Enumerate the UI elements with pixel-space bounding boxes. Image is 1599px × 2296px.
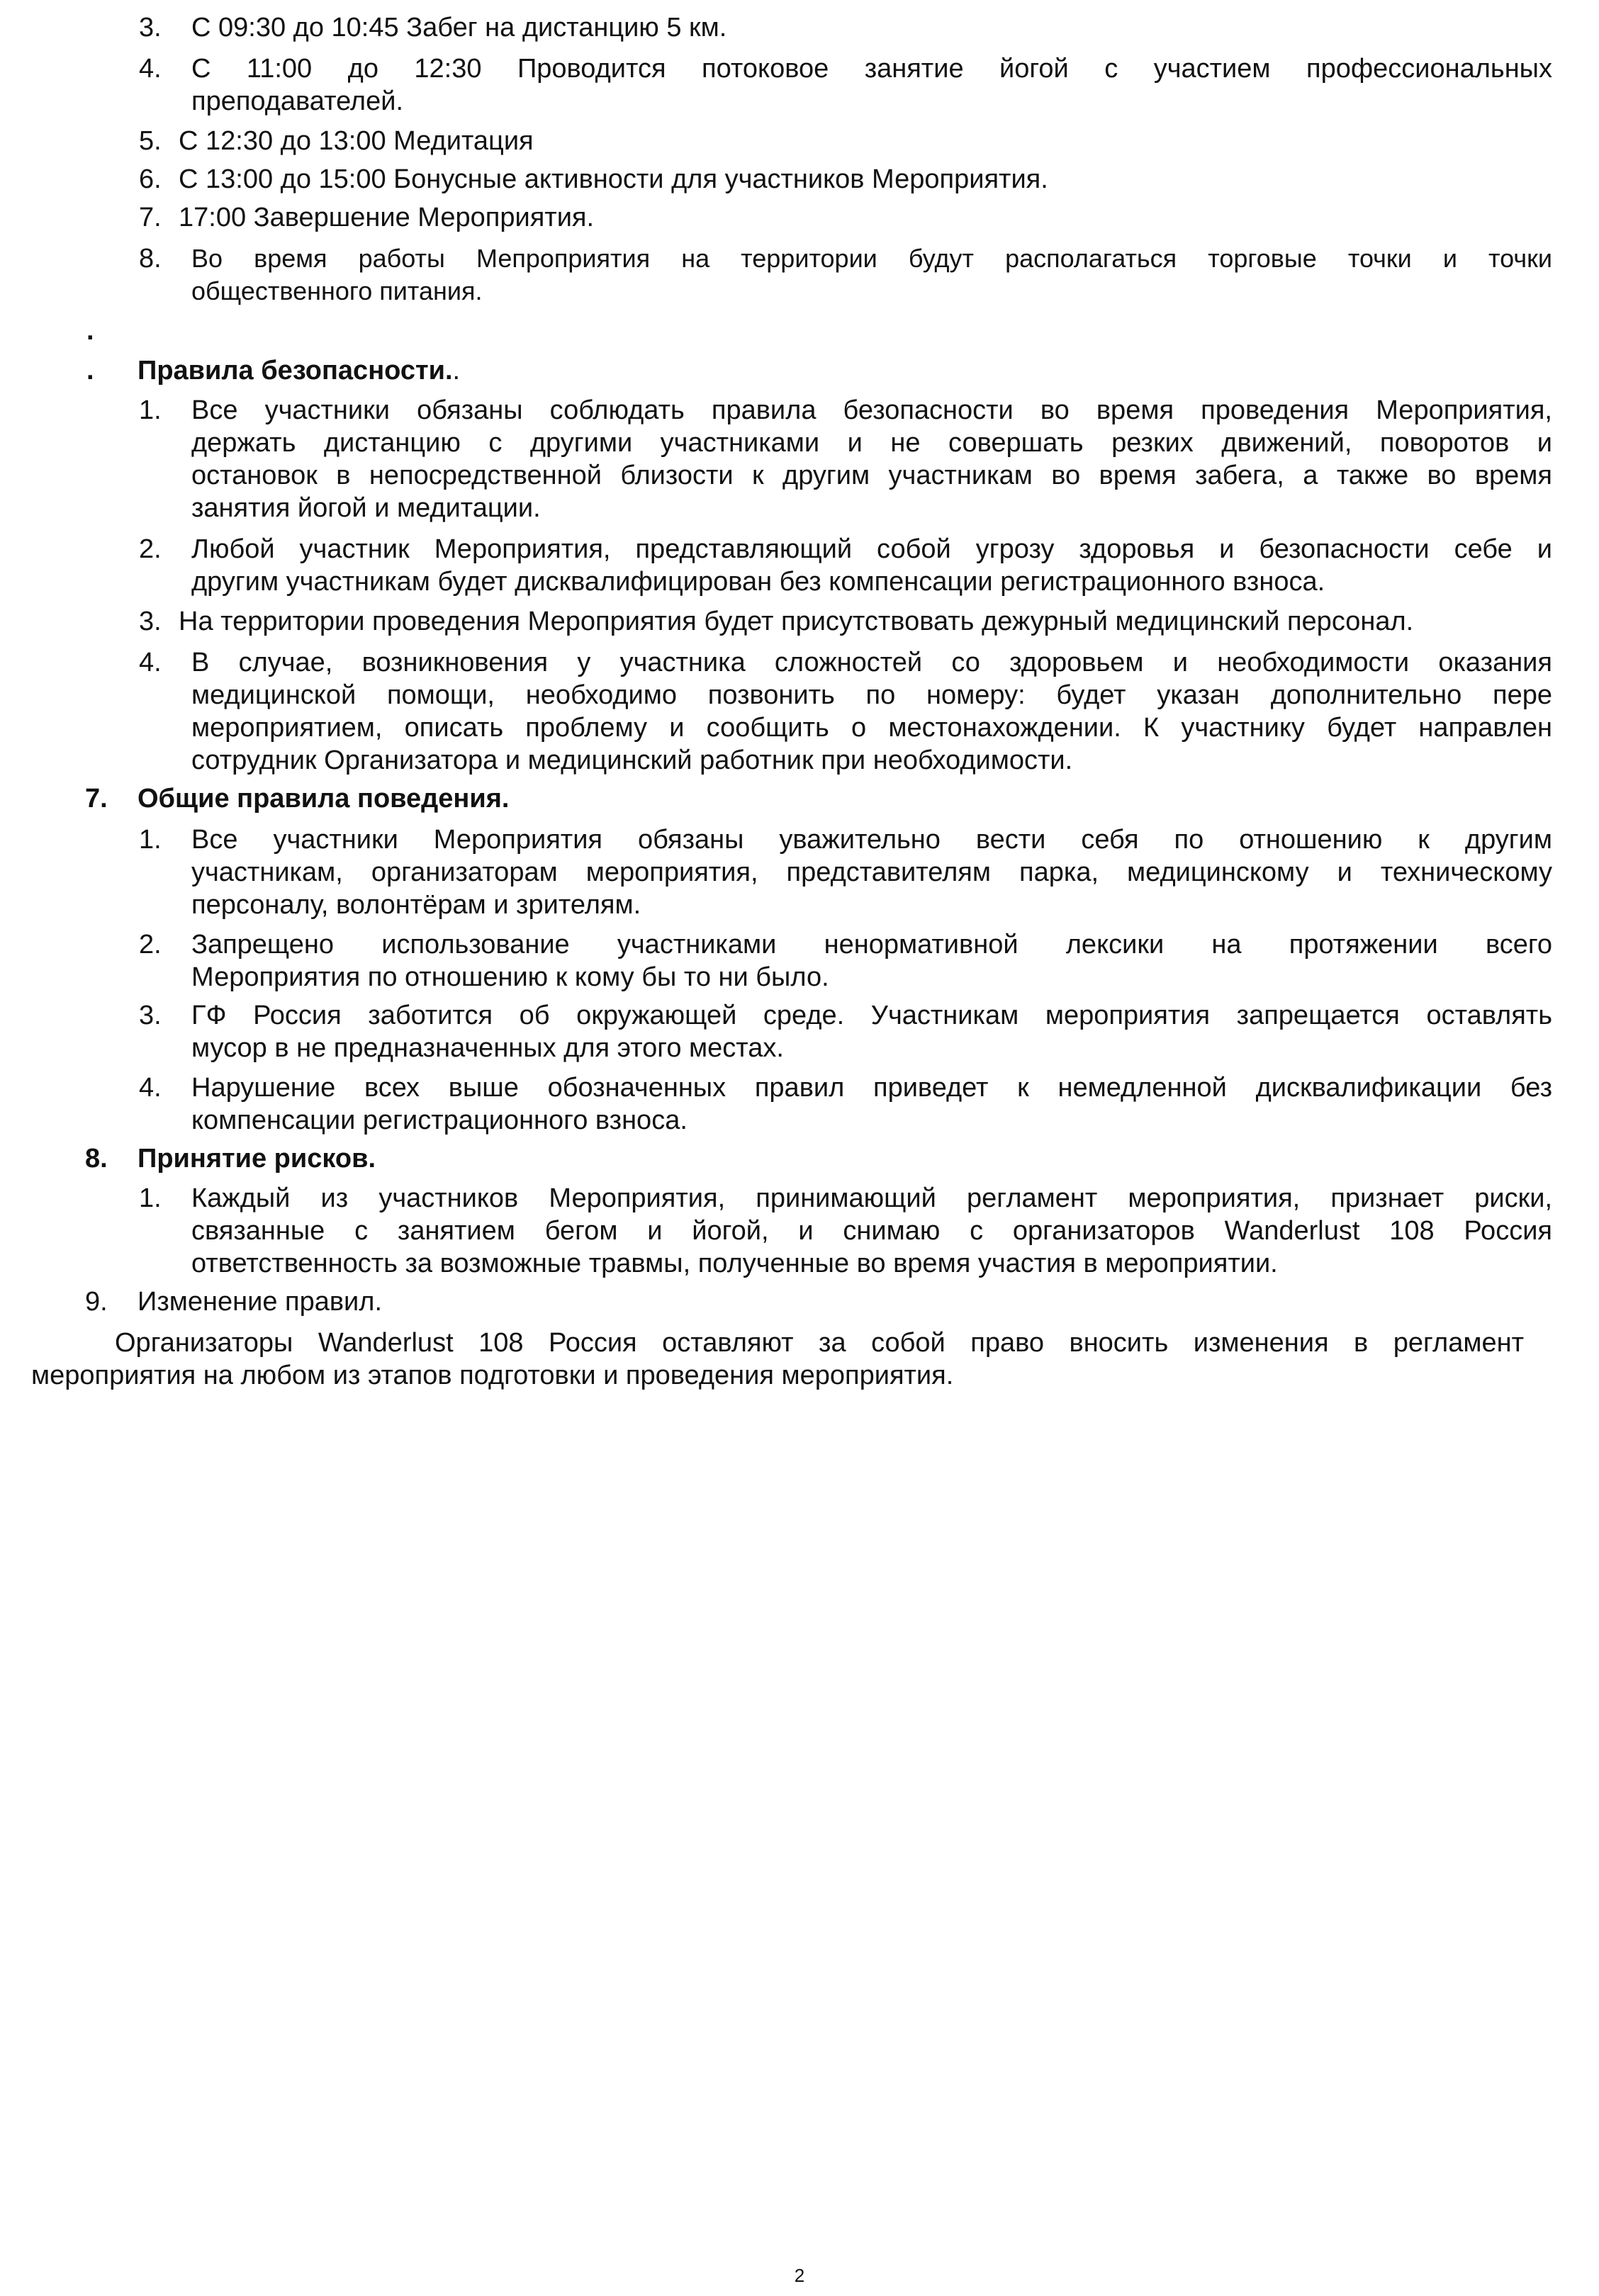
list-item-line: В случае, возникновения у участника сложностей со здоровьем и необходимости оказания	[191, 648, 1552, 677]
stray-dot: .	[86, 316, 94, 346]
list-item-line: Все участники Мероприятия обязаны уважительно вести себя по отношению к другим	[191, 825, 1552, 855]
list-number: 1.	[139, 1183, 162, 1213]
list-number: 7.	[139, 203, 162, 232]
list-number: 8.	[139, 244, 162, 274]
list-item-line: ГФ Россия заботится об окружающей среде. Участникам мероприятия запрещается оставлять	[191, 1001, 1552, 1030]
section-number: 7.	[85, 784, 108, 814]
list-number: 4.	[139, 648, 162, 677]
list-item-line: Мероприятия по отношению к кому бы то ни было.	[191, 962, 829, 992]
list-item-line: С 11:00 до 12:30 Проводится потоковое занятие йогой с участием профессиональных	[191, 54, 1552, 84]
list-number: 5.	[139, 126, 162, 156]
list-item-line: мусор в не предназначенных для этого местах.	[191, 1033, 784, 1063]
list-item-line: мероприятием, описать проблему и сообщить о местонахождении. К участнику будет направлен	[191, 713, 1552, 743]
section-title: Принятие рисков.	[138, 1144, 376, 1174]
list-number: 2.	[139, 534, 162, 564]
section-number: 9.	[85, 1287, 108, 1317]
list-number: 3.	[139, 607, 162, 636]
list-item-line: Запрещено использование участниками ненормативной лексики на протяжении всего	[191, 930, 1552, 960]
list-item-line: Нарушение всех выше обозначенных правил приведет к немедленной дисквалификации без	[191, 1073, 1552, 1103]
section-heading	[138, 354, 460, 387]
list-item-line: персоналу, волонтёрам и зрителям.	[191, 890, 641, 920]
list-item-line: сотрудник Организатора и медицинский работник при необходимости.	[191, 745, 1073, 775]
list-number: 4.	[139, 1073, 162, 1103]
list-item-line: Каждый из участников Мероприятия, принимающий регламент мероприятия, признает риски,	[191, 1183, 1552, 1213]
list-number: 1.	[139, 395, 162, 425]
list-item-line: связанные с занятием бегом и йогой, и снимаю с организаторов Wanderlust 108 Россия	[191, 1216, 1552, 1246]
list-item-line: общественного питания.	[191, 276, 483, 305]
list-number: 2.	[139, 930, 162, 960]
section-number: 8.	[85, 1144, 108, 1174]
list-item-line: С 12:30 до 13:00 Медитация	[179, 126, 534, 156]
list-item-line: С 09:30 до 10:45 Забег на дистанцию 5 км.	[191, 13, 727, 43]
list-item-line: Во время работы Мепроприятия на территории будут располагаться торговые точки и точки	[191, 244, 1552, 273]
list-number: 6.	[139, 164, 162, 194]
list-item-line: С 13:00 до 15:00 Бонусные активности для участников Мероприятия.	[179, 164, 1048, 194]
section-title-suffix: .	[452, 356, 461, 386]
page-number: 2	[794, 2265, 805, 2286]
paragraph-line: Организаторы Wanderlust 108 Россия оставляют за собой право вносить изменения в регламент	[115, 1328, 1524, 1358]
list-item-line: держать дистанцию с другими участниками и не совершать резких движений, поворотов и	[191, 428, 1552, 458]
list-number: 4.	[139, 54, 162, 84]
list-item-line: На территории проведения Мероприятия будет присутствовать дежурный медицинский персонал.	[179, 607, 1414, 636]
section-title: Правила безопасности.	[138, 356, 453, 386]
list-number: 3.	[139, 1001, 162, 1030]
list-item-line: ответственность за возможные травмы, полученные во время участия в мероприятии.	[191, 1249, 1278, 1278]
list-item-line: Все участники обязаны соблюдать правила безопасности во время проведения Мероприятия,	[191, 395, 1552, 425]
list-item-line: Любой участник Мероприятия, представляющий собой угрозу здоровья и безопасности себе и	[191, 534, 1552, 564]
section-title: Общие правила поведения.	[138, 784, 510, 814]
list-item-line: занятия йогой и медитации.	[191, 493, 541, 523]
section-title: Изменение правил.	[138, 1287, 383, 1317]
list-number: 3.	[139, 13, 162, 43]
list-item-line: преподавателей.	[191, 86, 404, 116]
list-number: 1.	[139, 825, 162, 855]
list-item-line: компенсации регистрационного взноса.	[191, 1105, 688, 1135]
section-number: .	[86, 356, 94, 386]
list-item-line: медицинской помощи, необходимо позвонить по номеру: будет указан дополнительно пере	[191, 680, 1552, 710]
list-item-line: остановок в непосредственной близости к другим участникам во время забега, а также во время	[191, 461, 1552, 490]
paragraph-line: мероприятия на любом из этапов подготовки и проведения мероприятия.	[31, 1361, 954, 1390]
list-item-line: участникам, организаторам мероприятия, представителям парка, медицинскому и техническому	[191, 857, 1552, 887]
list-item-line: 17:00 Завершение Мероприятия.	[179, 203, 595, 232]
list-item-line: другим участникам будет дисквалифицирован без компенсации регистрационного взноса.	[191, 567, 1325, 597]
